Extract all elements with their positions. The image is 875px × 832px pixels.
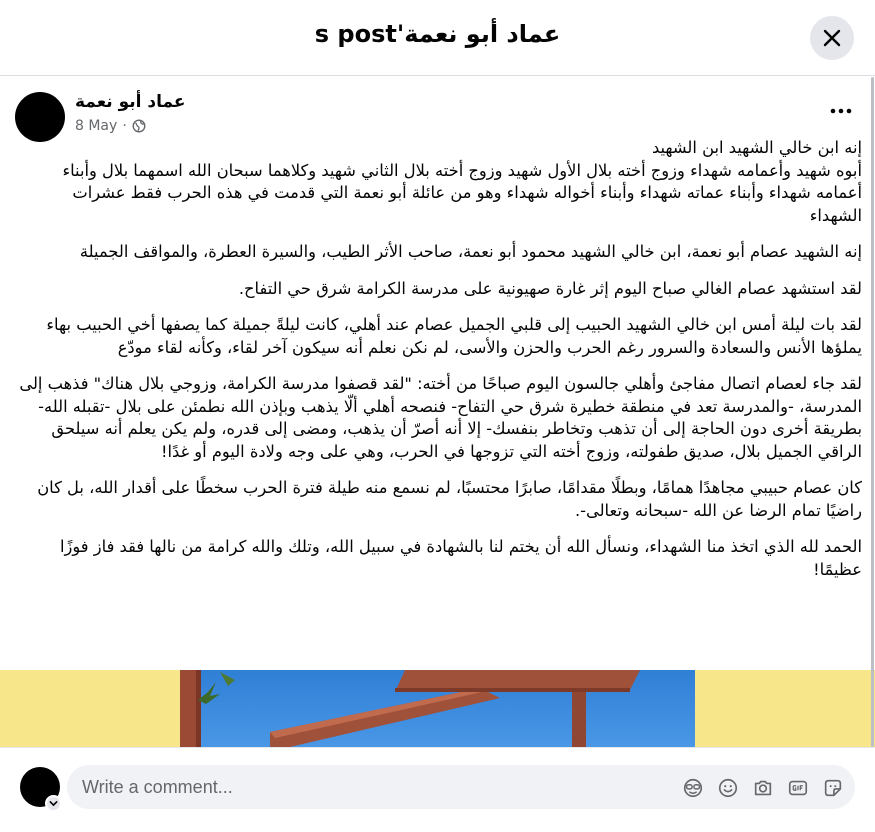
scrollbar[interactable] [871,77,875,747]
sticker-icon [822,777,844,799]
post-paragraph: لقد بات ليلة أمس ابن خالي الشهيد الحبيب إلى قلبي الجميل عصام عند أهلي، كانت ليلةً جميلة كما يصفها أخي الحبيب بهاء يملؤها الأنس والسعادة والسرور رغم الحرب والحزن والأسى، لم نكن نعلم أنه سيكون آخر لقاء، وكأنه لقاء مودّع [46,315,862,357]
post-scroll-area[interactable] [0,77,875,747]
photo-content [180,670,695,747]
more-options-button[interactable] [823,101,859,121]
post-paragraph: لقد جاء لعصام اتصال مفاجئ وأهلي جالسون اليوم صباحًا من أخته: "لقد قصفوا مدرسة الكرامة، وزوجي بلال هناك" فذهب إلى المدرسة، -والمدرسة تعد في منطقة خطيرة شرق حي التفاح- فنصحه أهلي ألّا يذهب وبإذن الله نطمئن على بلال -تقبله الله- بطريقة أخرى دون الحاجة إلى أن تذهب وتخاطر بنفسك- إلا أنه أصرّ أن يذهب، ومضى إلى قدره، ولم يكن يعلم أنه سيلحق الراقي الجميل بلال، صديق طفولته، وزوج أخته التي تزوجها في الحرب، وهي على وجه ولادة اليوم أو غدًا! [19,374,862,461]
profile-switch-button[interactable] [45,795,62,812]
post-date[interactable]: 8 May [75,118,118,134]
close-button[interactable] [810,16,854,60]
gif-button[interactable] [786,776,810,800]
post-meta [75,118,146,134]
avatar-sticker-button[interactable] [681,776,705,800]
post-paragraph: لقد استشهد عصام الغالي صباح اليوم إثر غارة صهيونية على مدرسة الكرامة شرق حي التفاح. [238,278,862,298]
meta-separator: · [122,118,127,134]
post-media[interactable] [0,670,875,747]
gif-icon [787,777,809,799]
post-paragraph: كان عصام حبيبي مجاهدًا همامًا، وبطلًا مقدامًا، صابرًا محتسبًا، لم نسمع منه طيلة فترة الحرب سخطًا على أقدار الله، بل كان راضيًا تمام الرضا عن الله -سبحانه وتعالى-. [37,478,862,520]
post-text [16,137,862,595]
post-paragraph: الحمد لله الذي اتخذ منا الشهداء، ونسأل الله أن يختم لنا بالشهادة في سبيل الله، وتلك والله كرامة من نالها فقد فاز فوزًا عظيمًا! [60,537,862,579]
emoji-icon [717,777,739,799]
dialog-title: عماد أبو نعمة's post [314,20,561,48]
post-dialog-header [0,0,875,76]
emoji-button[interactable] [716,776,740,800]
post-paragraph: إنه ابن خالي الشهيد ابن الشهيد أبوه شهيد وأعمامه شهداء وزوج أخته بلال الأول شهيد وزوج أخته بلال الثاني شهيد وكلاهما سبحان الله اسمهما بلال وأبناء أعمامه شهداء وأبناء عماته شهداء وأبناء أخواله شهداء وهو من عائلة أبو نعمة التي قدمت في هذه الحرب فقط عشرات الشهداء [62,138,862,225]
sticker-button[interactable] [821,776,845,800]
photo-upload-button[interactable] [751,776,775,800]
chevron-down-icon [49,799,58,808]
avatar-sticker-icon [682,777,704,799]
post-paragraph: إنه الشهيد عصام أبو نعمة، ابن خالي الشهيد محمود أبو نعمة، صاحب الأثر الطيب، والسيرة العطرة، والمواقف الجميلة [79,242,862,261]
author-avatar[interactable] [15,92,65,142]
comment-composer [0,747,875,832]
author-name[interactable]: عماد أبو نعمة [75,92,186,112]
globe-icon[interactable] [132,119,146,133]
post-photo[interactable] [180,670,695,747]
camera-icon [752,777,774,799]
scrollbar-thumb[interactable] [871,77,874,747]
more-options-icon [829,108,853,114]
close-icon [822,28,842,48]
